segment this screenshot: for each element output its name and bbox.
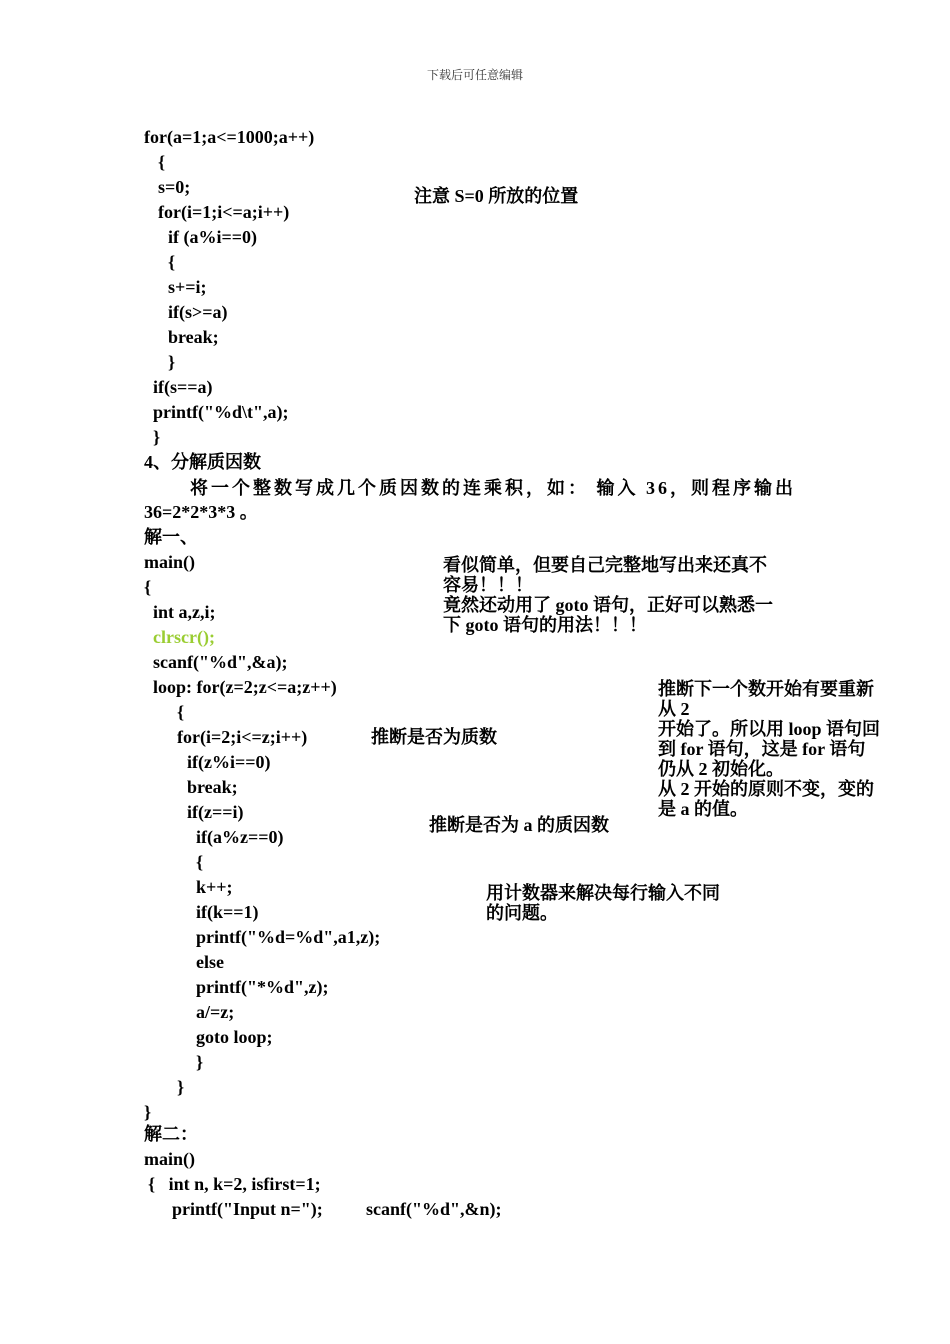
code-line: if(s==a)	[153, 377, 213, 397]
code-line: {	[168, 252, 176, 272]
problem-description: 将一个整数写成几个质因数的连乘积，如： 输入 36，则程序输出	[190, 478, 796, 498]
note-line: 用计数器来解决每行输入不同	[486, 883, 720, 903]
problem-example: 36=2*2*3*3 。	[144, 502, 258, 522]
note-line: 竟然还动用了 goto 语句，正好可以熟悉一	[443, 595, 773, 615]
note-counter	[486, 883, 746, 923]
code-line: goto loop;	[196, 1027, 273, 1047]
note-factor-check: 推断是否为 a 的质因数	[429, 815, 609, 835]
code-line: {	[196, 852, 204, 872]
code-line: printf("*%d",z);	[196, 977, 329, 997]
note-line: 开始了。所以用 loop 语句回	[658, 719, 881, 739]
code-line: s=0;	[158, 177, 191, 197]
code-line: }	[144, 1102, 152, 1122]
code-line: main()	[144, 1149, 195, 1169]
code-line: for(a=1;a<=1000;a++)	[144, 127, 315, 147]
code-line: printf("Input n=");	[172, 1199, 323, 1219]
code-line: if(a%z==0)	[196, 827, 284, 847]
note-simple	[443, 555, 803, 635]
code-line: printf("%d\t",a);	[153, 402, 289, 422]
code-line: if (a%i==0)	[168, 227, 257, 247]
code-line: printf("%d=%d",a1,z);	[196, 927, 381, 947]
note-line: 从 2	[658, 699, 690, 719]
note-line: 推断下一个数开始有要重新	[658, 679, 874, 699]
note-line: 看似简单，但要自己完整地写出来还真不	[443, 555, 767, 575]
note-line: 下 goto 语句的用法！！！	[443, 615, 647, 635]
note-restart-loop	[658, 679, 898, 819]
solution-one-title: 解一、	[144, 527, 198, 547]
code-line: {	[177, 702, 185, 722]
note-s0-position: 注意 S=0 所放的位置	[414, 186, 579, 206]
code-line: if(z==i)	[187, 802, 244, 822]
code-line: }	[196, 1052, 204, 1072]
solution-two-title: 解二：	[144, 1124, 198, 1144]
section-title: 4、分解质因数	[144, 452, 261, 472]
code-line: s+=i;	[168, 277, 207, 297]
code-line: if(z%i==0)	[187, 752, 271, 772]
note-line: 是 a 的值。	[658, 799, 748, 819]
note-prime-check: 推断是否为质数	[371, 727, 497, 747]
code-line: scanf("%d",&a);	[153, 652, 288, 672]
page-header: 下载后可任意编辑	[426, 68, 523, 82]
code-line: a/=z;	[196, 1002, 235, 1022]
code-line: }	[168, 352, 176, 372]
code-line: if(s>=a)	[168, 302, 228, 322]
note-line: 的问题。	[486, 903, 558, 923]
code-line: break;	[168, 327, 219, 347]
code-line: scanf("%d",&n);	[366, 1199, 502, 1219]
note-line: 从 2 开始的原则不变，变的	[658, 779, 874, 799]
code-line: else	[196, 952, 224, 972]
code-line: main()	[144, 552, 195, 572]
note-line: 容易！！！	[443, 575, 533, 595]
code-line: {	[144, 577, 152, 597]
code-line: {	[158, 152, 166, 172]
code-line: k++;	[196, 877, 233, 897]
code-line: { int n, k=2, isfirst=1;	[148, 1174, 321, 1194]
code-line: int a,z,i;	[153, 602, 216, 622]
note-line: 到 for 语句，这是 for 语句	[658, 739, 866, 759]
code-line: break;	[187, 777, 238, 797]
code-line: }	[177, 1077, 185, 1097]
code-line: for(i=2;i<=z;i++)	[177, 727, 308, 747]
code-line: if(k==1)	[196, 902, 259, 922]
note-line: 仍从 2 初始化。	[658, 759, 784, 779]
code-line: loop: for(z=2;z<=a;z++)	[153, 677, 337, 697]
code-line-highlighted: clrscr();	[153, 627, 215, 647]
code-line: for(i=1;i<=a;i++)	[158, 202, 290, 222]
code-line: }	[153, 427, 161, 447]
